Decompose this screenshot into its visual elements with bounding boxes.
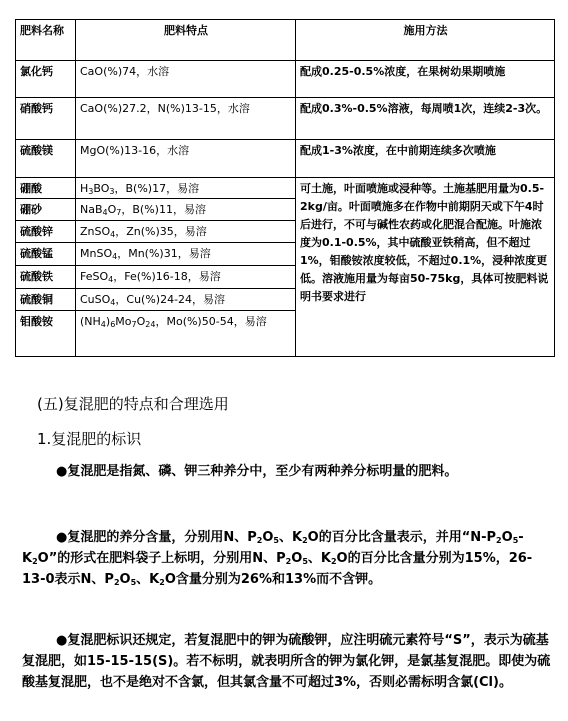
row-name: 硝酸钙 [16, 98, 76, 140]
table-row [16, 140, 555, 178]
row-method: 配成0.25-0.5%浓度，在果树幼果期喷施 [296, 61, 555, 98]
row-feature: MgO(%)13-16，水溶 [76, 140, 296, 178]
paragraph-labeling-rule: ●复混肥标识还规定，若复混肥中的钾为硫酸钾，应注明硫元素符号“S”，表示为硫基复混肥，如15-15-15(S)。若不标明，就表明所含的钾为氯化钾，是氯基复混肥。即使为硫酸基复混肥，也不是绝对不含氯，但其氯含量不可超过3%，否则必需标明含氯(Cl)。 [22, 633, 551, 690]
fertilizer-table [15, 19, 555, 357]
table-row [16, 98, 555, 140]
row-name: 硫酸铁 [16, 266, 76, 289]
row-name: 硫酸镁 [16, 140, 76, 178]
row-feature: FeSO$_4$，Fe(%)16-18，易溶 [76, 266, 296, 289]
paragraph-nutrient-content: ●复混肥的养分含量，分别用N、$P_2O_5$、$K_2O$的百分比含量表示，并用“$N-P_2O_5-K_2O$”的形式在肥料袋子上标明，分别用N、$P_2O_5$、$K_2O$的百分比含量分别为15%，26-13-0表示N、$P_2O_5$、$K_2O$含量分别为26%和13%而不含钾。 [22, 530, 533, 587]
row-name: 钼酸铵 [16, 311, 76, 357]
row-name: 硫酸锌 [16, 221, 76, 243]
row-name: 硼酸 [16, 178, 76, 199]
row-feature: $NaB_4O_7$，B(%)11，易溶 [76, 199, 296, 221]
row-feature: $(NH_4)_6Mo_7O_{24}$，Mo(%)50-54，易溶 [76, 311, 296, 357]
header-feature: 肥料特点 [76, 20, 296, 61]
row-feature: CaO(%)27.2，N(%)13-15，水溶 [76, 98, 296, 140]
row-method: 配成1-3%浓度，在中前期连续多次喷施 [296, 140, 555, 178]
table-row [16, 61, 555, 98]
row-feature: CuSO$_4$，Cu(%)24-24，易溶 [76, 289, 296, 311]
table-header-row [16, 20, 555, 61]
table-row [16, 178, 555, 199]
row-feature: $H_3BO_3$，B(%)17，易溶 [76, 178, 296, 199]
row-name: 硫酸铜 [16, 289, 76, 311]
subsection-title: 1.复混肥的标识 [37, 430, 142, 448]
paragraph-definition: ●复混肥是指氮、磷、钾三种养分中，至少有两种养分标明量的肥料。 [56, 464, 458, 479]
row-feature: CaO(%)74，水溶 [76, 61, 296, 98]
header-method: 施用方法 [296, 20, 555, 61]
row-name: 氯化钙 [16, 61, 76, 98]
row-feature: MnSO$_4$，Mn(%)31，易溶 [76, 243, 296, 266]
section-title: (五)复混肥的特点和合理选用 [37, 395, 229, 413]
row-feature: ZnSO$_4$，Zn(%)35，易溶 [76, 221, 296, 243]
row-method: 配成0.3%-0.5%溶液，每周喷1次，连续2-3次。 [296, 98, 555, 140]
row-name: 硫酸锰 [16, 243, 76, 266]
header-name: 肥料名称 [16, 20, 76, 61]
row-name: 硼砂 [16, 199, 76, 221]
micronutrient-method: 可土施，叶面喷施或浸种等。土施基肥用量为0.5-2kg/亩。叶面喷施多在作物中前期阴天或下午4时后进行，不可与碱性农药或化肥混合配施。叶施浓度为0.1-0.5%，其中硫酸亚铁稍高，但不超过1%，钼酸铵浓度较低，不超过0.1%，浸种浓度更低。溶液施用量为每亩50-75kg，具体可按肥料说明书要求进行 [296, 178, 555, 357]
